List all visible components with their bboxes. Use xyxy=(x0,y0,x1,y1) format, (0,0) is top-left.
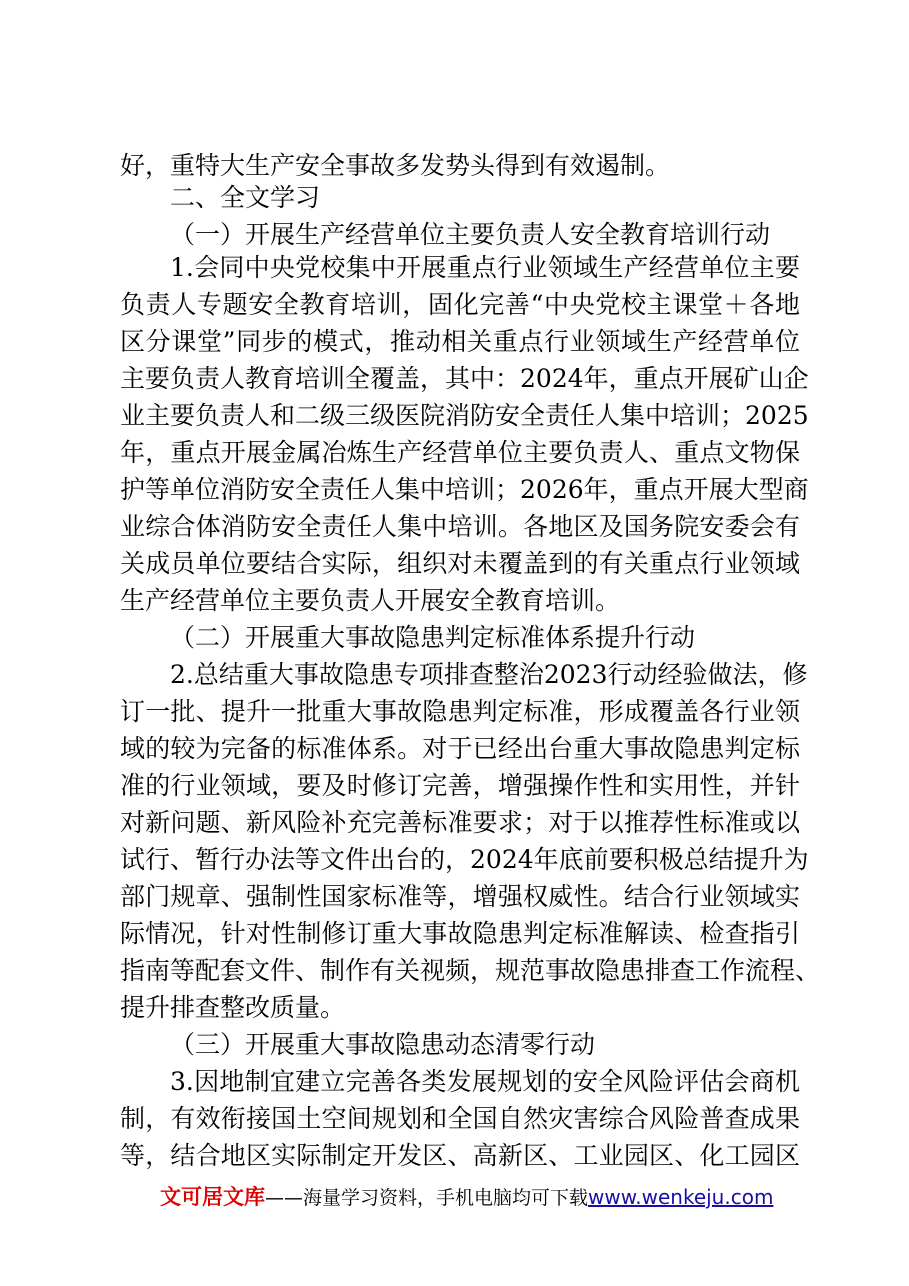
subsection-heading-2: （二）开展重大事故隐患判定标准体系提升行动 xyxy=(170,623,696,652)
paragraph-line: 域的较为完备的标准体系。对于已经出台重大事故隐患判定标 xyxy=(120,734,800,763)
footer-tagline: 海量学习资料，手机电脑均可下载 xyxy=(303,1187,589,1209)
paragraph-line: 等，结合地区实际制定开发区、高新区、工业园区、化工园区 xyxy=(120,1141,800,1170)
paragraph-line: 业综合体消防安全责任人集中培训。各地区及国务院安委会有 xyxy=(120,512,800,541)
paragraph-line: 2.总结重大事故隐患专项排查整治2023行动经验做法，修 xyxy=(170,660,808,689)
paragraph-line: 区分课堂”同步的模式，推动相关重点行业领域生产经营单位 xyxy=(120,327,800,356)
paragraph-line: 订一批、提升一批重大事故隐患判定标准，形成覆盖各行业领 xyxy=(120,697,800,726)
paragraph-line: 3.因地制宜建立完善各类发展规划的安全风险评估会商机 xyxy=(170,1067,800,1096)
paragraph-line: 护等单位消防安全责任人集中培训；2026年，重点开展大型商 xyxy=(120,475,809,504)
paragraph-line: 业主要负责人和二级三级医院消防安全责任人集中培训；2025 xyxy=(120,401,809,430)
paragraph-line: 生产经营单位主要负责人开展安全教育培训。 xyxy=(120,586,621,615)
subsection-heading-3: （三）开展重大事故隐患动态清零行动 xyxy=(170,1030,596,1059)
footer-link[interactable]: www.wenkeju.com xyxy=(588,1185,774,1209)
paragraph-line: 对新问题、新风险补充完善标准要求；对于以推荐性标准或以 xyxy=(120,808,800,837)
paragraph-line: 准的行业领域，要及时修订完善，增强操作性和实用性，并针 xyxy=(120,771,800,800)
paragraph-line: 负责人专题安全教育培训，固化完善“中央党校主课堂＋各地 xyxy=(120,290,800,319)
paragraph-line: 部门规章、强制性国家标准等，增强权威性。结合行业领域实 xyxy=(120,882,800,911)
paragraph-line: 制，有效衔接国土空间规划和全国自然灾害综合风险普查成果 xyxy=(120,1104,800,1133)
subsection-heading-1: （一）开展生产经营单位主要负责人安全教育培训行动 xyxy=(170,220,771,249)
footer-dash: —— xyxy=(265,1187,303,1209)
paragraph-line: 试行、暂行办法等文件出台的，2024年底前要积极总结提升为 xyxy=(120,845,809,874)
section-heading: 二、全文学习 xyxy=(170,183,321,212)
footer-brand: 文可居文库 xyxy=(160,1185,265,1209)
paragraph-line: 主要负责人教育培训全覆盖，其中：2024年，重点开展矿山企 xyxy=(120,364,809,393)
paragraph-line: 提升排查整改质量。 xyxy=(120,993,346,1022)
paragraph-line: 好，重特大生产安全事故多发势头得到有效遏制。 xyxy=(120,151,671,180)
paragraph-line: 关成员单位要结合实际，组织对未覆盖到的有关重点行业领域 xyxy=(120,549,800,578)
paragraph-line: 际情况，针对性制修订重大事故隐患判定标准解读、检查指引 xyxy=(120,919,800,948)
paragraph-line: 年，重点开展金属冶炼生产经营单位主要负责人、重点文物保 xyxy=(120,438,800,467)
paragraph-line: 1.会同中央党校集中开展重点行业领域生产经营单位主要 xyxy=(170,253,800,282)
paragraph-line: 指南等配套文件、制作有关视频，规范事故隐患排查工作流程、 xyxy=(120,956,821,985)
footer-banner xyxy=(160,1184,780,1211)
